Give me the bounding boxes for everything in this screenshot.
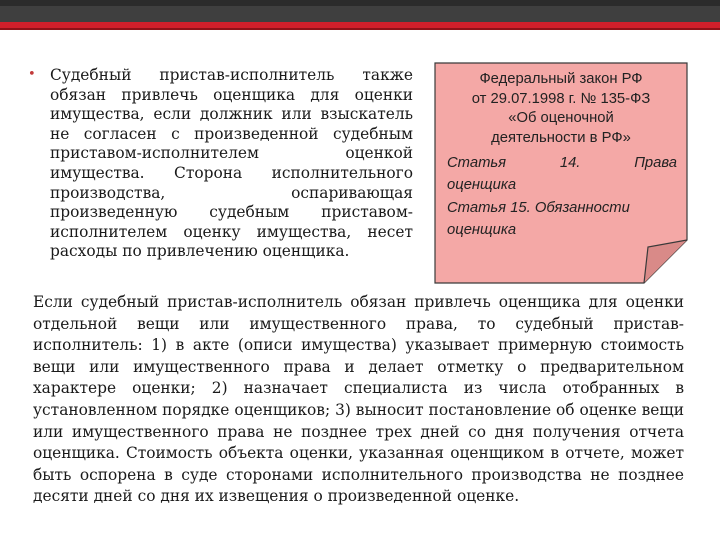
law-title-line3: «Об оценочной [508,110,614,127]
bullet-icon: • [28,67,36,82]
article14-line2: оценщика [447,177,517,193]
article15-line1: Статья 15. Обязанности [447,200,630,216]
article14-line1: Статья 14. Права [447,155,677,171]
main-paragraph: Если судебный пристав-исполнитель обязан привлечь оценщика для оценки отдельной вещи или имущественного права, то судебный пристав-исполнитель: 1) в акте (описи имущества) указывает примерную стоимость вещи или имущественного права и делает отметку о предварительном характере оценки; 2) назначает специалиста из числа отобранных в установленном порядке оценщиков; 3) выносит постановление об оценке вещи или имущественного права не позднее трех дней со дня получения отчета оценщика. Стоимость объекта оценки, указанная оценщиком в отчете, может быть оспорена в суде сторонами исполнительного производства не позднее десяти дней со дня их извещения о произведенной оценке. [33,293,684,506]
bullet-item [28,66,413,262]
law-title [444,70,678,148]
accent-stripe-shadow [0,28,720,30]
law-title-line2: от 29.07.1998 г. № 135-ФЗ [471,90,651,107]
law-title-line4: деятельности в РФ» [491,129,631,146]
header-bar-top-strip [0,0,720,6]
law-note-card [434,62,688,284]
law-title-line1: Федеральный закон РФ [479,71,643,87]
bullet-text: Судебный пристав-исполнитель также обязан привлечь оценщика для оценки имущества, если должник или взыскатель не согласен с произведенной судебным приставом-исполнителем оценкой имущества. Сторона исполнительного производства, оспаривающая произведенную судебным приставом-исполнителем оценку имущества, несет расходы по привлечению оценщика. [50,66,413,261]
article15-line2: оценщика [447,222,517,238]
